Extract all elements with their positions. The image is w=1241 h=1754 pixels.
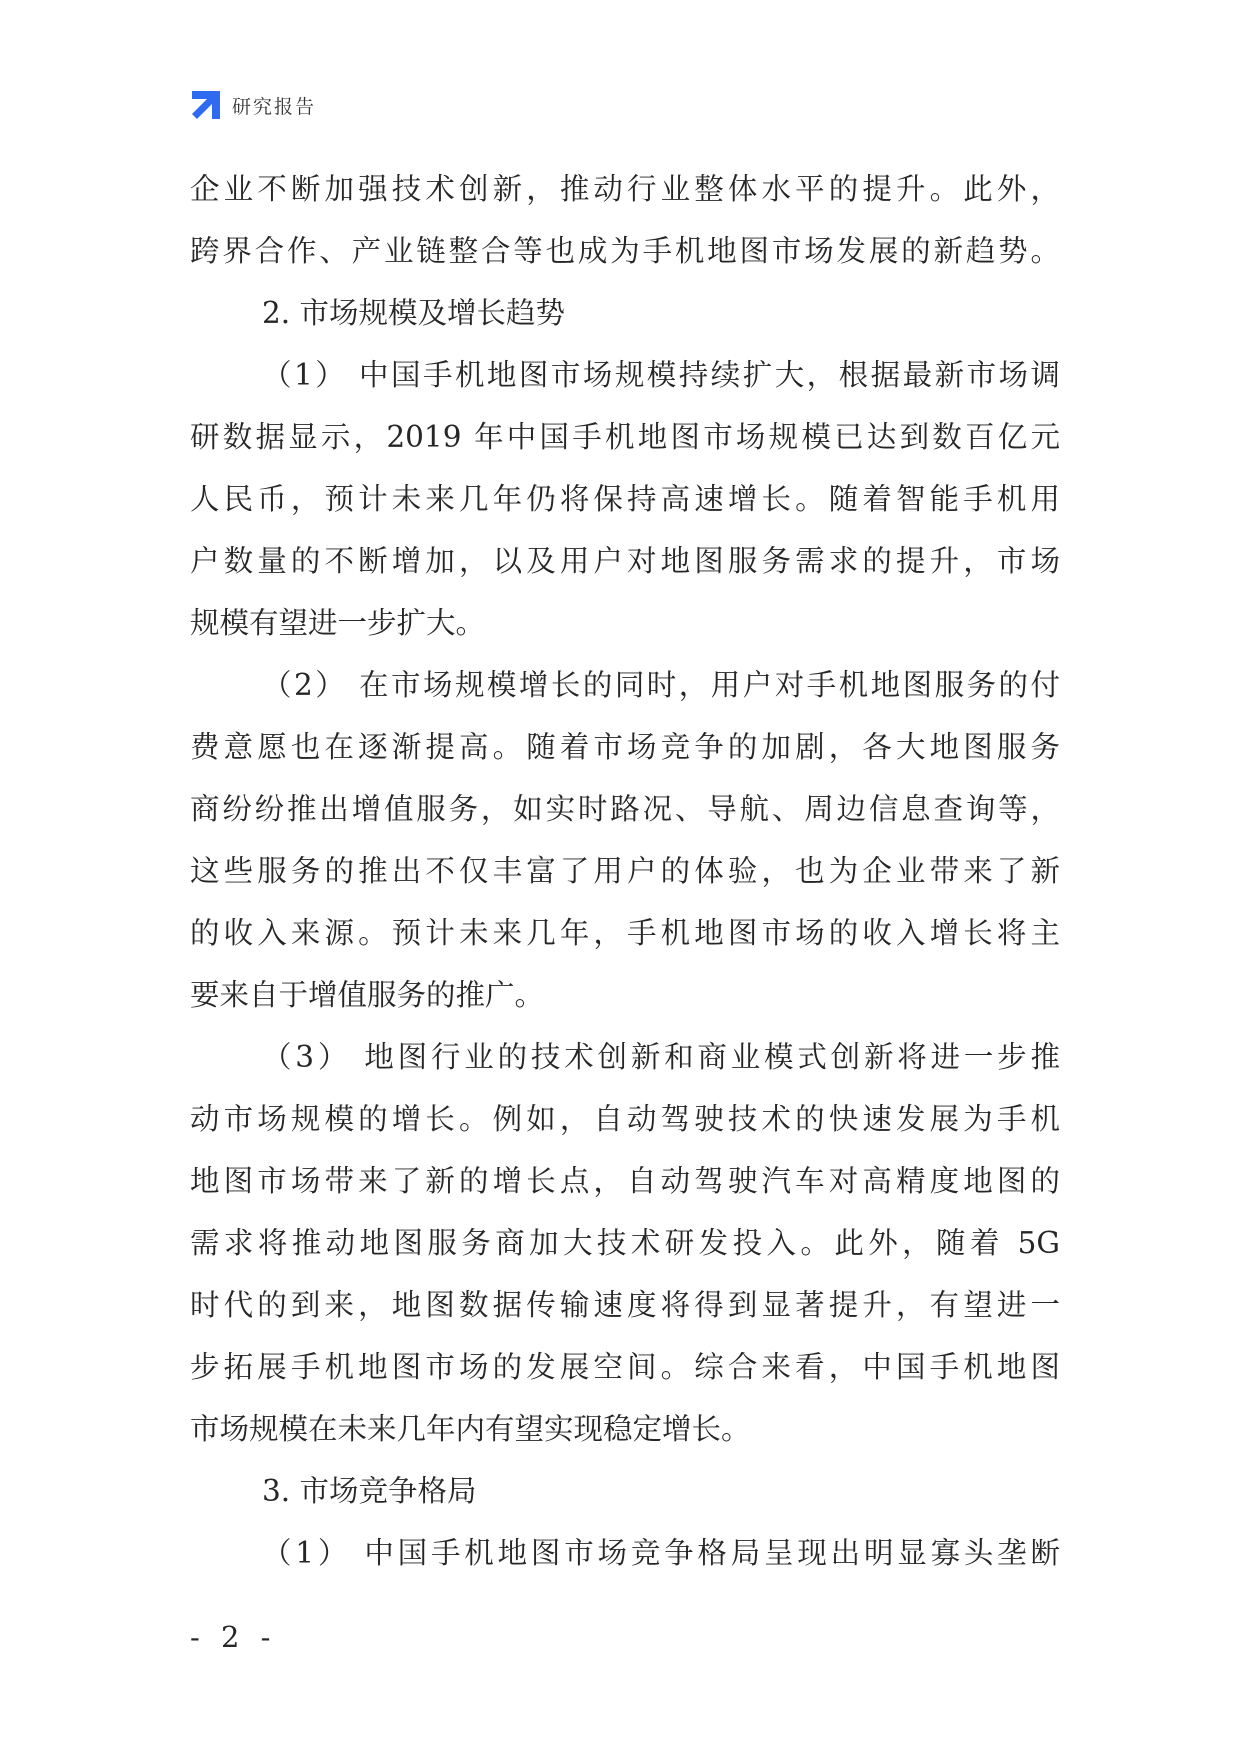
arrow-up-right-logo-icon bbox=[190, 89, 222, 121]
text-line: （2） 在市场规模增长的同时，用户对手机地图服务的付 bbox=[262, 668, 1060, 702]
text-line: 跨界合作、产业链整合等也成为手机地图市场发展的新趋势。 bbox=[190, 234, 1060, 268]
text-line: 企业不断加强技术创新，推动行业整体水平的提升。此外， bbox=[190, 172, 1060, 206]
text-line: 时代的到来，地图数据传输速度将得到显著提升，有望进一 bbox=[190, 1288, 1060, 1322]
text-line: （1） 中国手机地图市场竞争格局呈现出明显寡头垄断 bbox=[262, 1536, 1060, 1570]
document-body bbox=[190, 158, 1060, 1584]
header-title: 研究报告 bbox=[232, 95, 317, 118]
section-heading: 2. 市场规模及增长趋势 bbox=[262, 296, 566, 330]
text-line: 需求将推动地图服务商加大技术研发投入。此外，随着 5G bbox=[190, 1226, 1060, 1260]
text-line: （1） 中国手机地图市场规模持续扩大，根据最新市场调 bbox=[262, 358, 1060, 392]
text-line: 动市场规模的增长。例如，自动驾驶技术的快速发展为手机 bbox=[190, 1102, 1060, 1136]
text-line: 的收入来源。预计未来几年，手机地图市场的收入增长将主 bbox=[190, 916, 1060, 950]
text-line: 这些服务的推出不仅丰富了用户的体验，也为企业带来了新 bbox=[190, 854, 1060, 888]
text-line: （3） 地图行业的技术创新和商业模式创新将进一步推 bbox=[262, 1040, 1060, 1074]
text-line: 步拓展手机地图市场的发展空间。综合来看，中国手机地图 bbox=[190, 1350, 1060, 1384]
text-line: 要来自于增值服务的推广。 bbox=[190, 978, 545, 1012]
text-line: 市场规模在未来几年内有望实现稳定增长。 bbox=[190, 1412, 751, 1446]
text-line: 地图市场带来了新的增长点，自动驾驶汽车对高精度地图的 bbox=[190, 1164, 1060, 1198]
page-header bbox=[190, 88, 316, 122]
text-line: 商纷纷推出增值服务，如实时路况、导航、周边信息查询等， bbox=[190, 792, 1060, 826]
text-line: 户数量的不断增加，以及用户对地图服务需求的提升，市场 bbox=[190, 544, 1060, 578]
text-line: 研数据显示，2019 年中国手机地图市场规模已达到数百亿元 bbox=[190, 420, 1060, 454]
page-number: - 2 - bbox=[190, 1620, 277, 1654]
text-line: 人民币，预计未来几年仍将保持高速增长。随着智能手机用 bbox=[190, 482, 1060, 516]
section-heading: 3. 市场竞争格局 bbox=[262, 1474, 477, 1508]
text-line: 规模有望进一步扩大。 bbox=[190, 606, 486, 640]
text-line: 费意愿也在逐渐提高。随着市场竞争的加剧，各大地图服务 bbox=[190, 730, 1060, 764]
